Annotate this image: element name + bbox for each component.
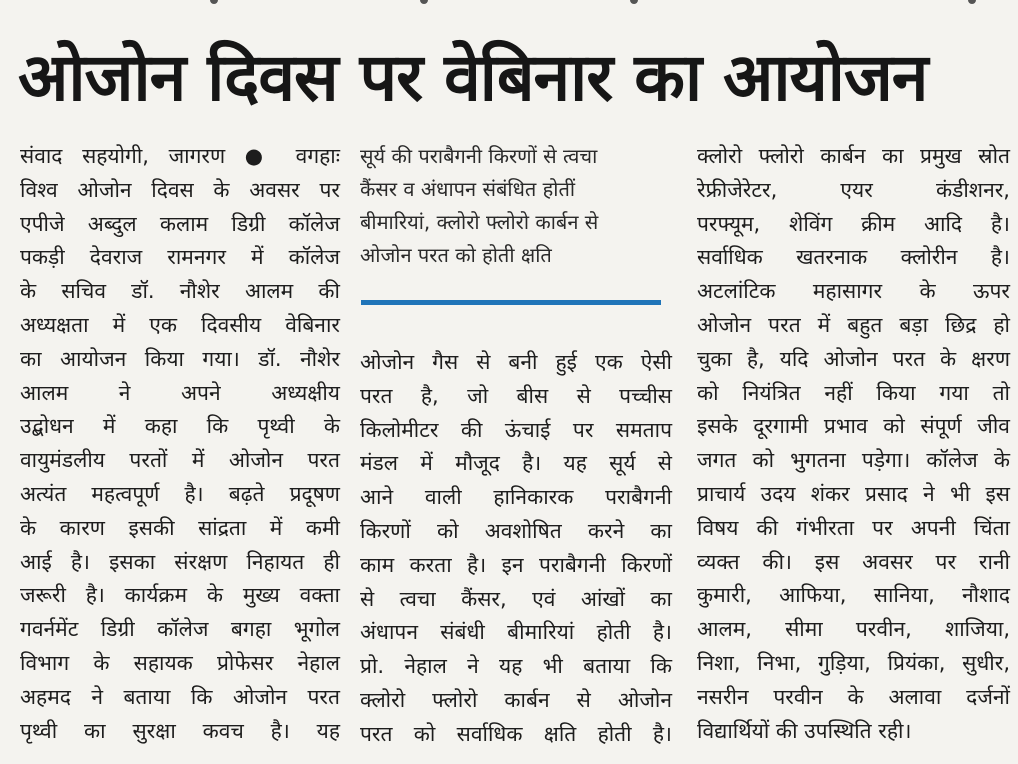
- text-line: प्रो. नेहाल ने यह भी बताया कि: [360, 654, 672, 679]
- text-line: जरूरी है। कार्यक्रम के मुख्य वक्ता: [20, 583, 340, 608]
- text-line: व्यक्त की। इस अवसर पर रानी: [697, 549, 1010, 574]
- article-column-2: [360, 346, 672, 752]
- text-line: के सचिव डॉ. नौशेर आलम की: [20, 279, 340, 304]
- text-line: किलोमीटर की ऊंचाई पर समताप: [360, 417, 672, 442]
- text-line: उद्बोधन में कहा कि पृथ्वी के: [20, 414, 340, 439]
- ink-mark: [420, 0, 428, 4]
- ink-mark: [210, 0, 218, 4]
- text-line: परत है, जो बीस से पच्चीस: [360, 383, 672, 408]
- text-line: परत को सर्वाधिक क्षति होती है।: [360, 721, 672, 746]
- article-column-3: [697, 140, 1010, 748]
- text-line: से त्वचा कैंसर, एवं आंखों का: [360, 586, 672, 611]
- text-line: पकड़ी देवराज रामनगर में कॉलेज: [20, 245, 340, 270]
- text-line: अटलांटिक महासागर के ऊपर: [697, 279, 1010, 304]
- clipped-previous-article-edge: [0, 0, 1018, 8]
- text-line: विद्यार्थियों की उपस्थिति रही।: [697, 718, 912, 743]
- text-line: अत्यंत महत्वपूर्ण है। बढ़ते प्रदूषण: [20, 481, 340, 506]
- pull-quote: [360, 140, 660, 272]
- text-line: के कारण इसकी सांद्रता में कमी: [20, 515, 340, 540]
- text-line: गवर्नमेंट डिग्री कॉलेज बगहा भूगोल: [20, 617, 340, 642]
- text-line: मंडल में मौजूद है। यह सूर्य से: [360, 451, 672, 476]
- text-line: आने वाली हानिकारक पराबैगनी: [360, 485, 672, 510]
- text-line: किरणों को अवशोषित करने का: [360, 518, 672, 543]
- ink-mark: [630, 0, 638, 4]
- text-line: रेफ्रीजेरेटर, एयर कंडीशनर,: [697, 177, 1010, 202]
- text-line: विभाग के सहायक प्रोफेसर नेहाल: [20, 650, 340, 675]
- text-line: निशा, निभा, गुड़िया, प्रियंका, सुधीर,: [697, 650, 1010, 675]
- pull-quote-line: ओजोन परत को होती क्षति: [360, 243, 552, 267]
- pull-quote-rule: [361, 300, 661, 305]
- text-line: पृथ्वी का सुरक्षा कवच है। यह: [20, 718, 340, 743]
- article-column-1: [20, 140, 340, 748]
- text-line: का आयोजन किया गया। डॉ. नौशेर: [20, 346, 340, 371]
- text-line: क्लोरो फ्लोरो कार्बन से ओजोन: [360, 687, 672, 712]
- text-line: परफ्यूम, शेविंग क्रीम आदि है।: [697, 211, 1010, 236]
- pull-quote-line: कैंसर व अंधापन संबंधित होतीं: [360, 177, 576, 201]
- text-line: प्राचार्य उदय शंकर प्रसाद ने भी इस: [697, 481, 1010, 506]
- text-line: अध्यक्षता में एक दिवसीय वेबिनार: [20, 312, 340, 337]
- text-line: अहमद ने बताया कि ओजोन परत: [20, 684, 340, 709]
- text-line: आई है। इसका संरक्षण निहायत ही: [20, 549, 340, 574]
- text-line: काम करता है। इन पराबैगनी किरणों: [360, 552, 672, 577]
- text-line: इसके दूरगामी प्रभाव को संपूर्ण जीव: [697, 414, 1010, 439]
- text-line: नसरीन परवीन के अलावा दर्जनों: [697, 684, 1010, 709]
- text-line: चुका है, यदि ओजोन परत के क्षरण: [697, 346, 1010, 371]
- text-line: अंधापन संबंधी बीमारियां होती है।: [360, 620, 672, 645]
- text-line: क्लोरो फ्लोरो कार्बन का प्रमुख स्रोत: [697, 144, 1010, 168]
- text-line: कुमारी, आफिया, सानिया, नौशाद: [697, 583, 1010, 608]
- text-line: ओजोन गैस से बनी हुई एक ऐसी: [360, 350, 672, 374]
- text-line: एपीजे अब्दुल कलाम डिग्री कॉलेज: [20, 211, 340, 236]
- text-line: आलम, सीमा परवीन, शाजिया,: [697, 617, 1010, 642]
- ink-mark: [968, 0, 976, 4]
- pull-quote-line: बीमारियां, क्लोरो फ्लोरो कार्बन से: [360, 210, 599, 234]
- text-line: विश्व ओजोन दिवस के अवसर पर: [20, 177, 340, 202]
- text-line: वायुमंडलीय परतों में ओजोन परत: [20, 448, 340, 473]
- text-line: आलम ने अपने अध्यक्षीय: [20, 380, 340, 405]
- text-line: ओजोन परत में बहुत बड़ा छिद्र हो: [697, 312, 1010, 337]
- text-line: विषय की गंभीरता पर अपनी चिंता: [697, 515, 1010, 540]
- pull-quote-line: सूर्य की पराबैगनी किरणों से त्वचा: [360, 144, 598, 168]
- text-line: जगत को भुगतना पड़ेगा। कॉलेज के: [697, 448, 1010, 473]
- text-line: को नियंत्रित नहीं किया गया तो: [697, 380, 1010, 405]
- text-line: संवाद सहयोगी, जागरण ● वगहाः: [20, 144, 340, 168]
- article-headline: ओजोन दिवस पर वेबिनार का आयोजन: [18, 39, 928, 116]
- text-line: सर्वाधिक खतरनाक क्लोरीन है।: [697, 245, 1010, 270]
